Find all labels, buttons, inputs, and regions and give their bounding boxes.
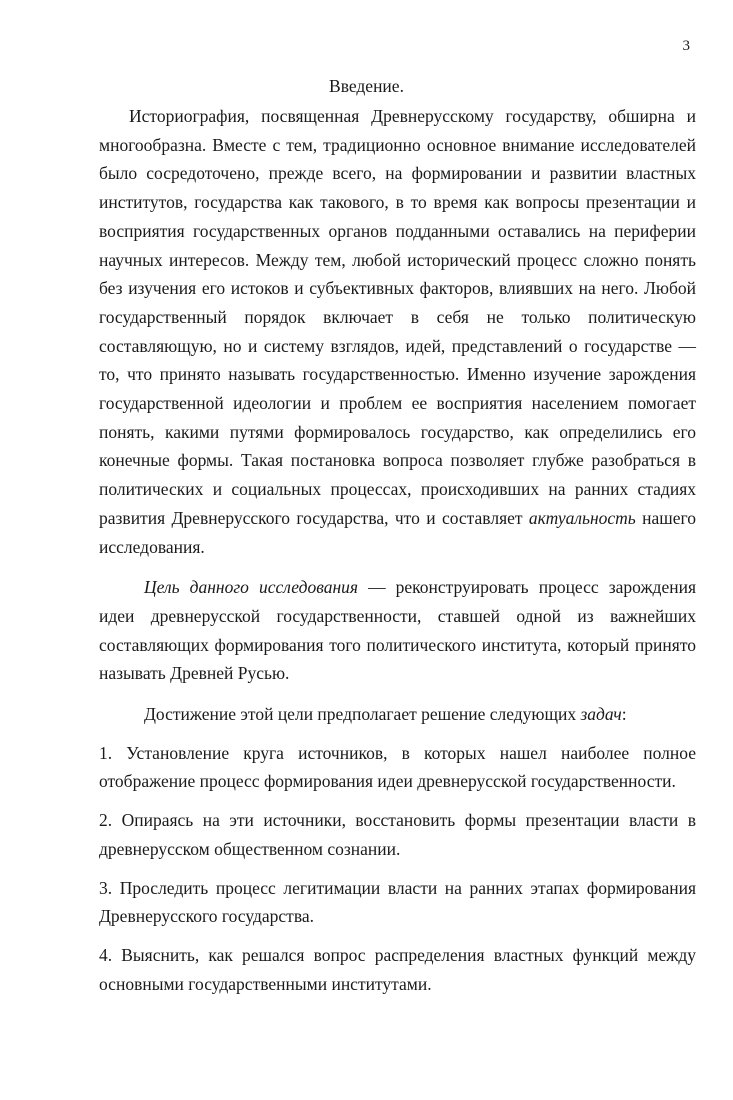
tasks-intro-suffix: : bbox=[621, 704, 627, 725]
task-item-3: 3. Проследить процесс легитимации власти на ранних этапах формирования Древнерусского государства. bbox=[99, 877, 696, 927]
tasks-intro-paragraph bbox=[99, 700, 696, 729]
task-item-4: 4. Выяснить, как решался вопрос распределения властных функций между основными государственными институтами. bbox=[99, 944, 696, 994]
relevance-term: актуальность bbox=[528, 507, 636, 528]
task-item-1: 1. Установление круга источников, в которых нашел наиболее полное отображение процесс формирования идеи древнерусской государственности. bbox=[99, 742, 696, 792]
intro-text: Историография, посвященная Древнерусскому государству, обширна и многообразна. Вместе с тем, традиционно основное внимание исследователей было сосредоточено, прежде всего, на формировании и развитии властных институтов, государства как такового, в то время как вопросы презентации и восприятия государственных органов подданными оставались на периферии научных интересов. Между тем, любой исторический процесс сложно понять без изучения его истоков и субъективных факторов, влиявших на него. Любой государственный порядок включает в себя не только политическую составляющую, но и систему взглядов, идей, представлений о государстве — то, что принято называть государственностью. Именно изучение зарождения государственной идеологии и проблем ее восприятия населением помогает понять, какими путями формировалось государство, как определились его конечные формы. Такая постановка вопроса позволяет глубже разобраться в политических и социальных процессах, происходивших на ранних стадиях развития Древнерусского государства, что и составляет bbox=[99, 106, 696, 528]
document-body bbox=[99, 102, 696, 998]
task-item-2: 2. Опираясь на эти источники, восстановить формы презентации власти в древнерусском общественном сознании. bbox=[99, 810, 696, 859]
section-title: Введение. bbox=[329, 76, 404, 96]
goal-paragraph bbox=[99, 573, 696, 688]
intro-text-end: нашего исследования. bbox=[99, 507, 696, 557]
tasks-term: задач bbox=[580, 704, 622, 725]
page-number: 3 bbox=[682, 38, 690, 54]
tasks-intro-text: Достижение этой цели предполагает решение следующих bbox=[144, 704, 577, 725]
goal-text: — реконструировать процесс зарождения идеи древнерусской государственности, ставшей одной из важнейших составляющих формирования того политического института, который принято называть Древней Русью. bbox=[99, 577, 697, 684]
goal-term: Цель данного исследования bbox=[144, 577, 359, 598]
intro-paragraph bbox=[99, 102, 696, 561]
